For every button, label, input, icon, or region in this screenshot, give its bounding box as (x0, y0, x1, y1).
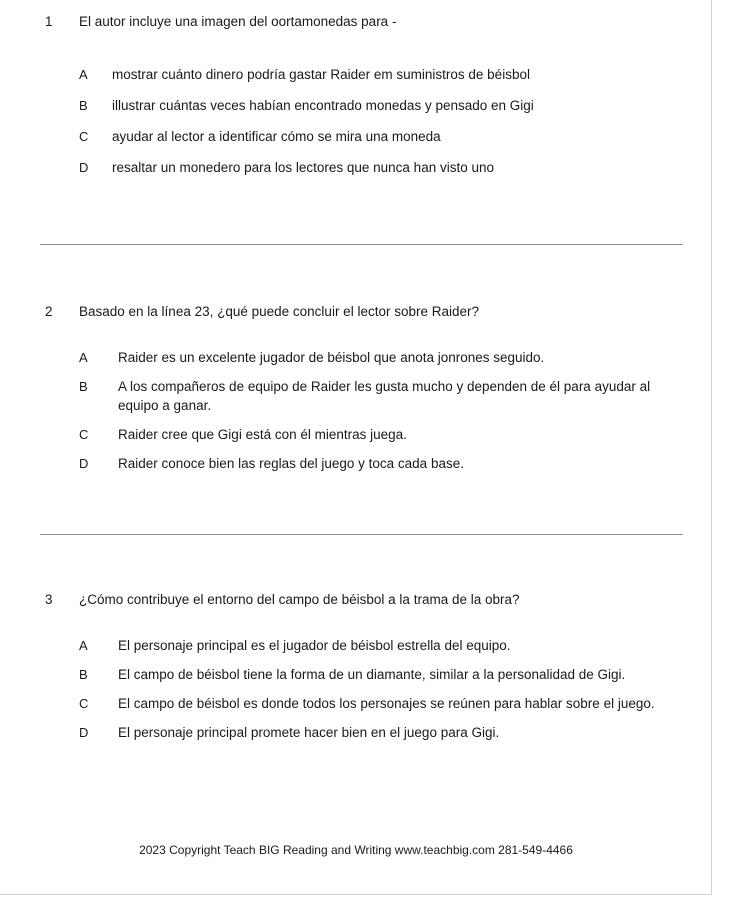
answer-options-2 (0, 348, 712, 473)
answer-option-2a[interactable] (79, 348, 712, 367)
answer-option-1d[interactable] (79, 158, 712, 177)
option-letter-3b: B (79, 667, 88, 682)
option-letter-2a: A (79, 350, 88, 365)
option-letter-3c: C (79, 696, 89, 711)
question-block-2 (0, 302, 712, 483)
option-letter-2c: C (79, 427, 89, 442)
answer-option-1c[interactable] (79, 127, 712, 146)
question-text-1: El autor incluye una imagen del oortamonedas para - (79, 14, 397, 29)
question-text-2: Basado en la línea 23, ¿qué puede concluir el lector sobre Raider? (79, 304, 480, 319)
option-letter-2d: D (79, 456, 89, 471)
option-letter-3a: A (79, 638, 88, 653)
option-letter-1b: B (79, 98, 88, 113)
option-letter-3d: D (79, 725, 89, 740)
option-text-1a: mostrar cuánto dinero podría gastar Raider em suministros de béisbol (112, 67, 530, 82)
answer-option-2c[interactable] (79, 425, 712, 444)
question-text-3: ¿Cómo contribuye el entorno del campo de béisbol a la trama de la obra? (79, 592, 520, 607)
question-separator-2 (40, 534, 683, 535)
page-footer (0, 841, 712, 859)
answer-option-3d[interactable] (79, 723, 712, 742)
answer-option-3c[interactable] (79, 694, 712, 713)
option-text-2d: Raider conoce bien las reglas del juego y toca cada base. (118, 456, 464, 471)
answer-option-3b[interactable] (79, 665, 712, 684)
answer-option-2d[interactable] (79, 454, 712, 473)
answer-option-1b[interactable] (79, 96, 712, 115)
option-text-2a: Raider es un excelente jugador de béisbol que anota jonrones seguido. (118, 350, 545, 365)
answer-option-3a[interactable] (79, 636, 712, 655)
option-letter-1a: A (79, 67, 88, 82)
answer-options-3 (0, 636, 712, 742)
option-text-3b: El campo de béisbol tiene la forma de un diamante, similar a la personalidad de Gigi. (118, 667, 626, 682)
option-text-2b: A los compañeros de equipo de Raider les gusta mucho y dependen de él para ayudar al equipo a ganar. (118, 379, 651, 413)
option-text-3a: El personaje principal es el jugador de béisbol estrella del equipo. (118, 638, 511, 653)
question-separator-1 (40, 244, 683, 245)
option-text-1d: resaltar un monedero para los lectores que nunca han visto uno (112, 160, 494, 175)
question-block-1 (0, 12, 712, 189)
question-number-2: 2 (45, 304, 53, 319)
answer-option-2b[interactable] (79, 377, 712, 415)
option-text-1c: ayudar al lector a identificar cómo se mira una moneda (112, 129, 441, 144)
question-number-3: 3 (45, 592, 53, 607)
question-number-1: 1 (45, 14, 53, 29)
option-text-1b: illustrar cuántas veces habían encontrado monedas y pensado en Gigi (112, 98, 534, 113)
option-letter-1c: C (79, 129, 89, 144)
question-heading-2 (0, 302, 712, 321)
question-block-3 (0, 590, 712, 752)
question-heading-3 (0, 590, 712, 609)
option-letter-2b: B (79, 379, 88, 394)
option-text-2c: Raider cree que Gigi está con él mientras juega. (118, 427, 407, 442)
answer-options-1 (0, 65, 712, 177)
answer-option-1a[interactable] (79, 65, 712, 84)
option-text-3c: El campo de béisbol es donde todos los personajes se reúnen para hablar sobre el juego. (118, 696, 655, 711)
option-text-3d: El personaje principal promete hacer bien en el juego para Gigi. (118, 725, 500, 740)
option-letter-1d: D (79, 160, 89, 175)
question-heading-1 (0, 12, 712, 31)
copyright-text: 2023 Copyright Teach BIG Reading and Writing www.teachbig.com 281-549-4466 (139, 843, 573, 857)
